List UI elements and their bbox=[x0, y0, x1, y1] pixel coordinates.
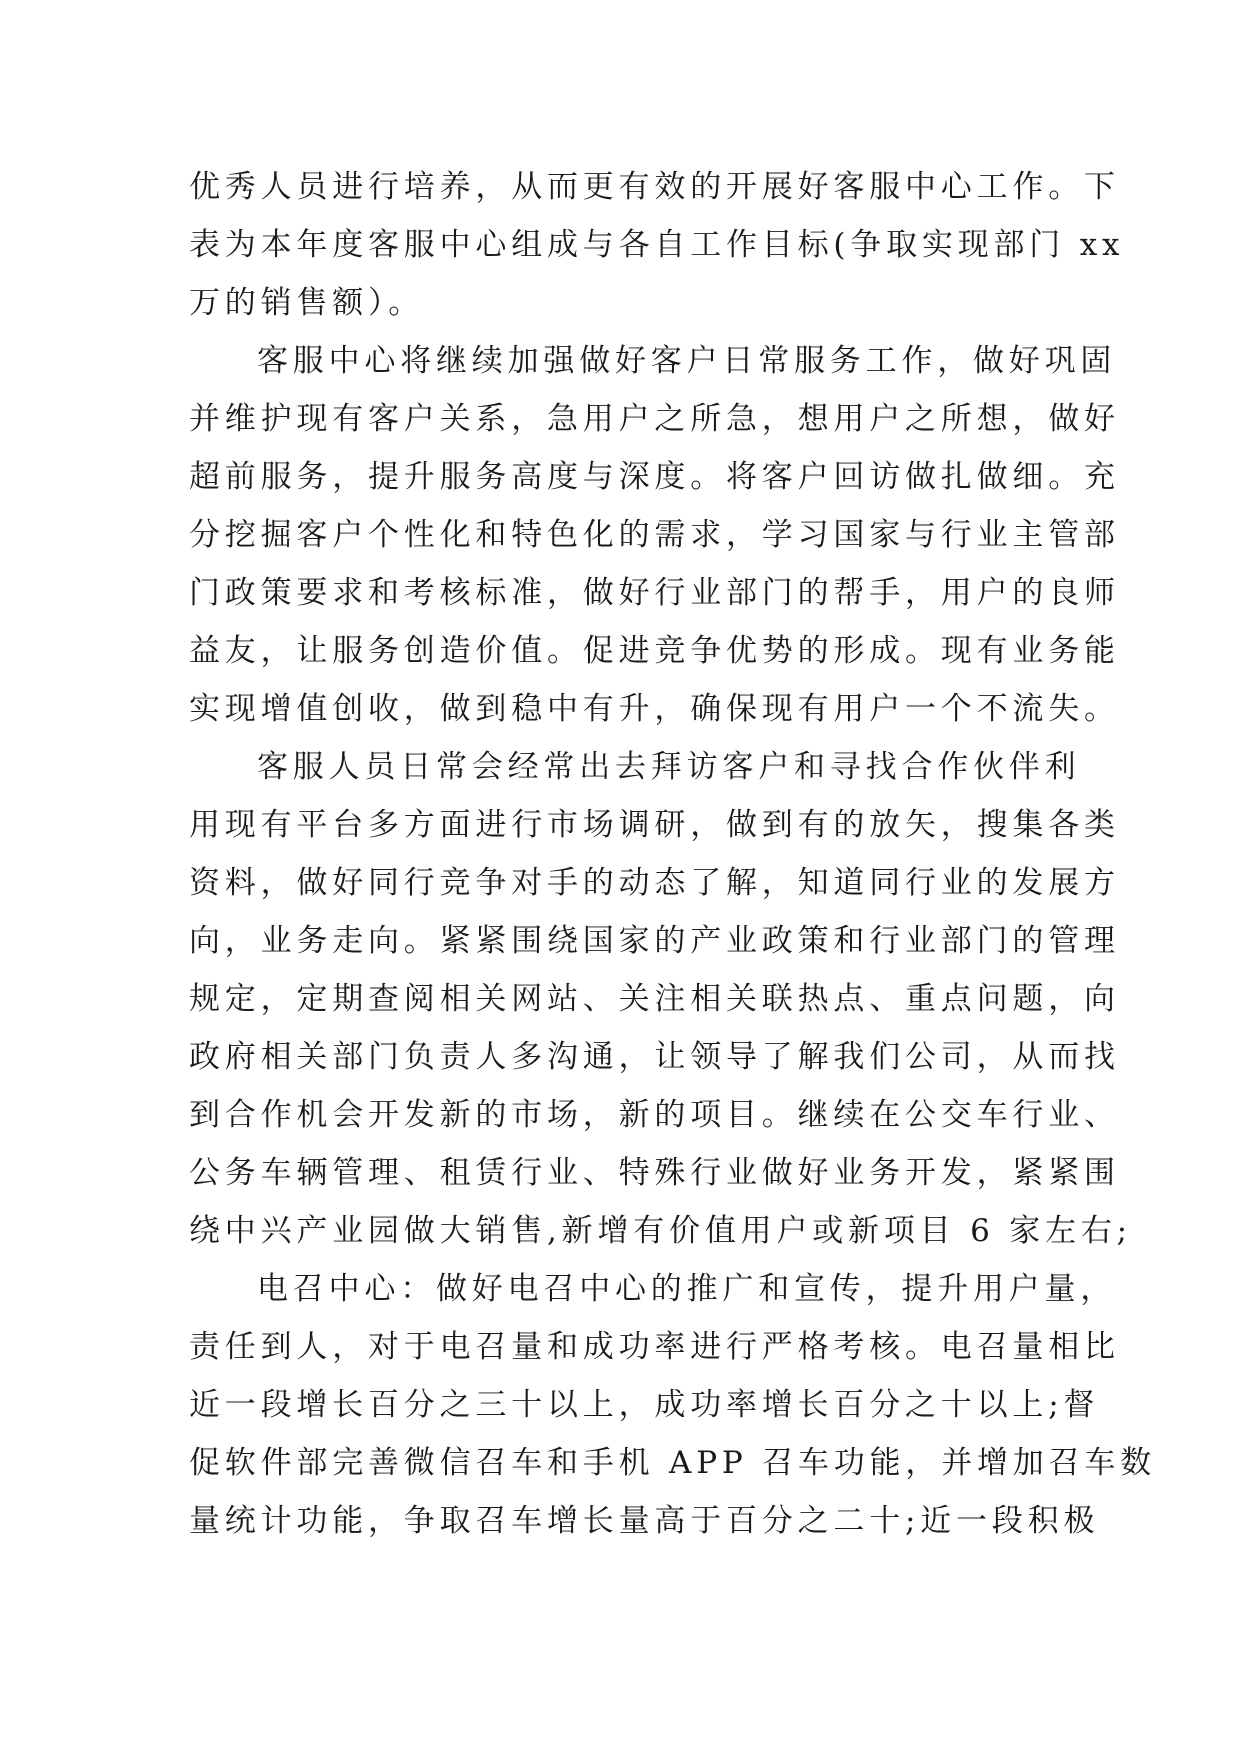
paragraph-start-line: 客服人员日常会经常出去拜访客户和寻找合作伙伴利 bbox=[257, 749, 1081, 785]
text-line: 表为本年度客服中心组成与各自工作目标(争取实现部门 xx bbox=[189, 227, 1125, 263]
text-line: 促软件部完善微信召车和手机 APP 召车功能，并增加召车数 bbox=[189, 1445, 1157, 1481]
text-line: 万的销售额）。 bbox=[189, 285, 425, 321]
document-body bbox=[189, 158, 1157, 1550]
text-line: 近一段增长百分之三十以上，成功率增长百分之十以上;督 bbox=[189, 1387, 1100, 1423]
paragraph-start-line: 客服中心将继续加强做好客户日常服务工作，做好巩固 bbox=[257, 343, 1117, 379]
text-line: 并维护现有客户关系，急用户之所急，想用户之所想，做好 bbox=[189, 401, 1120, 437]
text-line: 门政策要求和考核标准，做好行业部门的帮手，用户的良师 bbox=[189, 575, 1120, 611]
text-line: 优秀人员进行培养，从而更有效的开展好客服中心工作。下 bbox=[189, 169, 1120, 205]
text-line: 用现有平台多方面进行市场调研，做到有的放矢，搜集各类 bbox=[189, 807, 1120, 843]
text-line: 规定，定期查阅相关网站、关注相关联热点、重点问题，向 bbox=[189, 981, 1120, 1017]
paragraph-start-line: 电召中心：做好电召中心的推广和宣传，提升用户量， bbox=[257, 1271, 1117, 1307]
text-line: 量统计功能，争取召车增长量高于百分之二十;近一段积极 bbox=[189, 1503, 1100, 1539]
text-line: 资料，做好同行竞争对手的动态了解，知道同行业的发展方 bbox=[189, 865, 1120, 901]
text-line: 绕中兴产业园做大销售,新增有价值用户或新项目 6 家左右; bbox=[189, 1213, 1132, 1249]
text-line: 公务车辆管理、租赁行业、特殊行业做好业务开发，紧紧围 bbox=[189, 1155, 1120, 1191]
text-line: 到合作机会开发新的市场，新的项目。继续在公交车行业、 bbox=[189, 1097, 1120, 1133]
text-line: 实现增值创收，做到稳中有升，确保现有用户一个不流失。 bbox=[189, 691, 1120, 727]
text-line: 向，业务走向。紧紧围绕国家的产业政策和行业部门的管理 bbox=[189, 923, 1120, 959]
text-line: 超前服务，提升服务高度与深度。将客户回访做扎做细。充 bbox=[189, 459, 1120, 495]
text-line: 责任到人，对于电召量和成功率进行严格考核。电召量相比 bbox=[189, 1329, 1120, 1365]
text-line: 政府相关部门负责人多沟通，让领导了解我们公司，从而找 bbox=[189, 1039, 1120, 1075]
text-line: 益友，让服务创造价值。促进竞争优势的形成。现有业务能 bbox=[189, 633, 1120, 669]
text-line: 分挖掘客户个性化和特色化的需求，学习国家与行业主管部 bbox=[189, 517, 1120, 553]
